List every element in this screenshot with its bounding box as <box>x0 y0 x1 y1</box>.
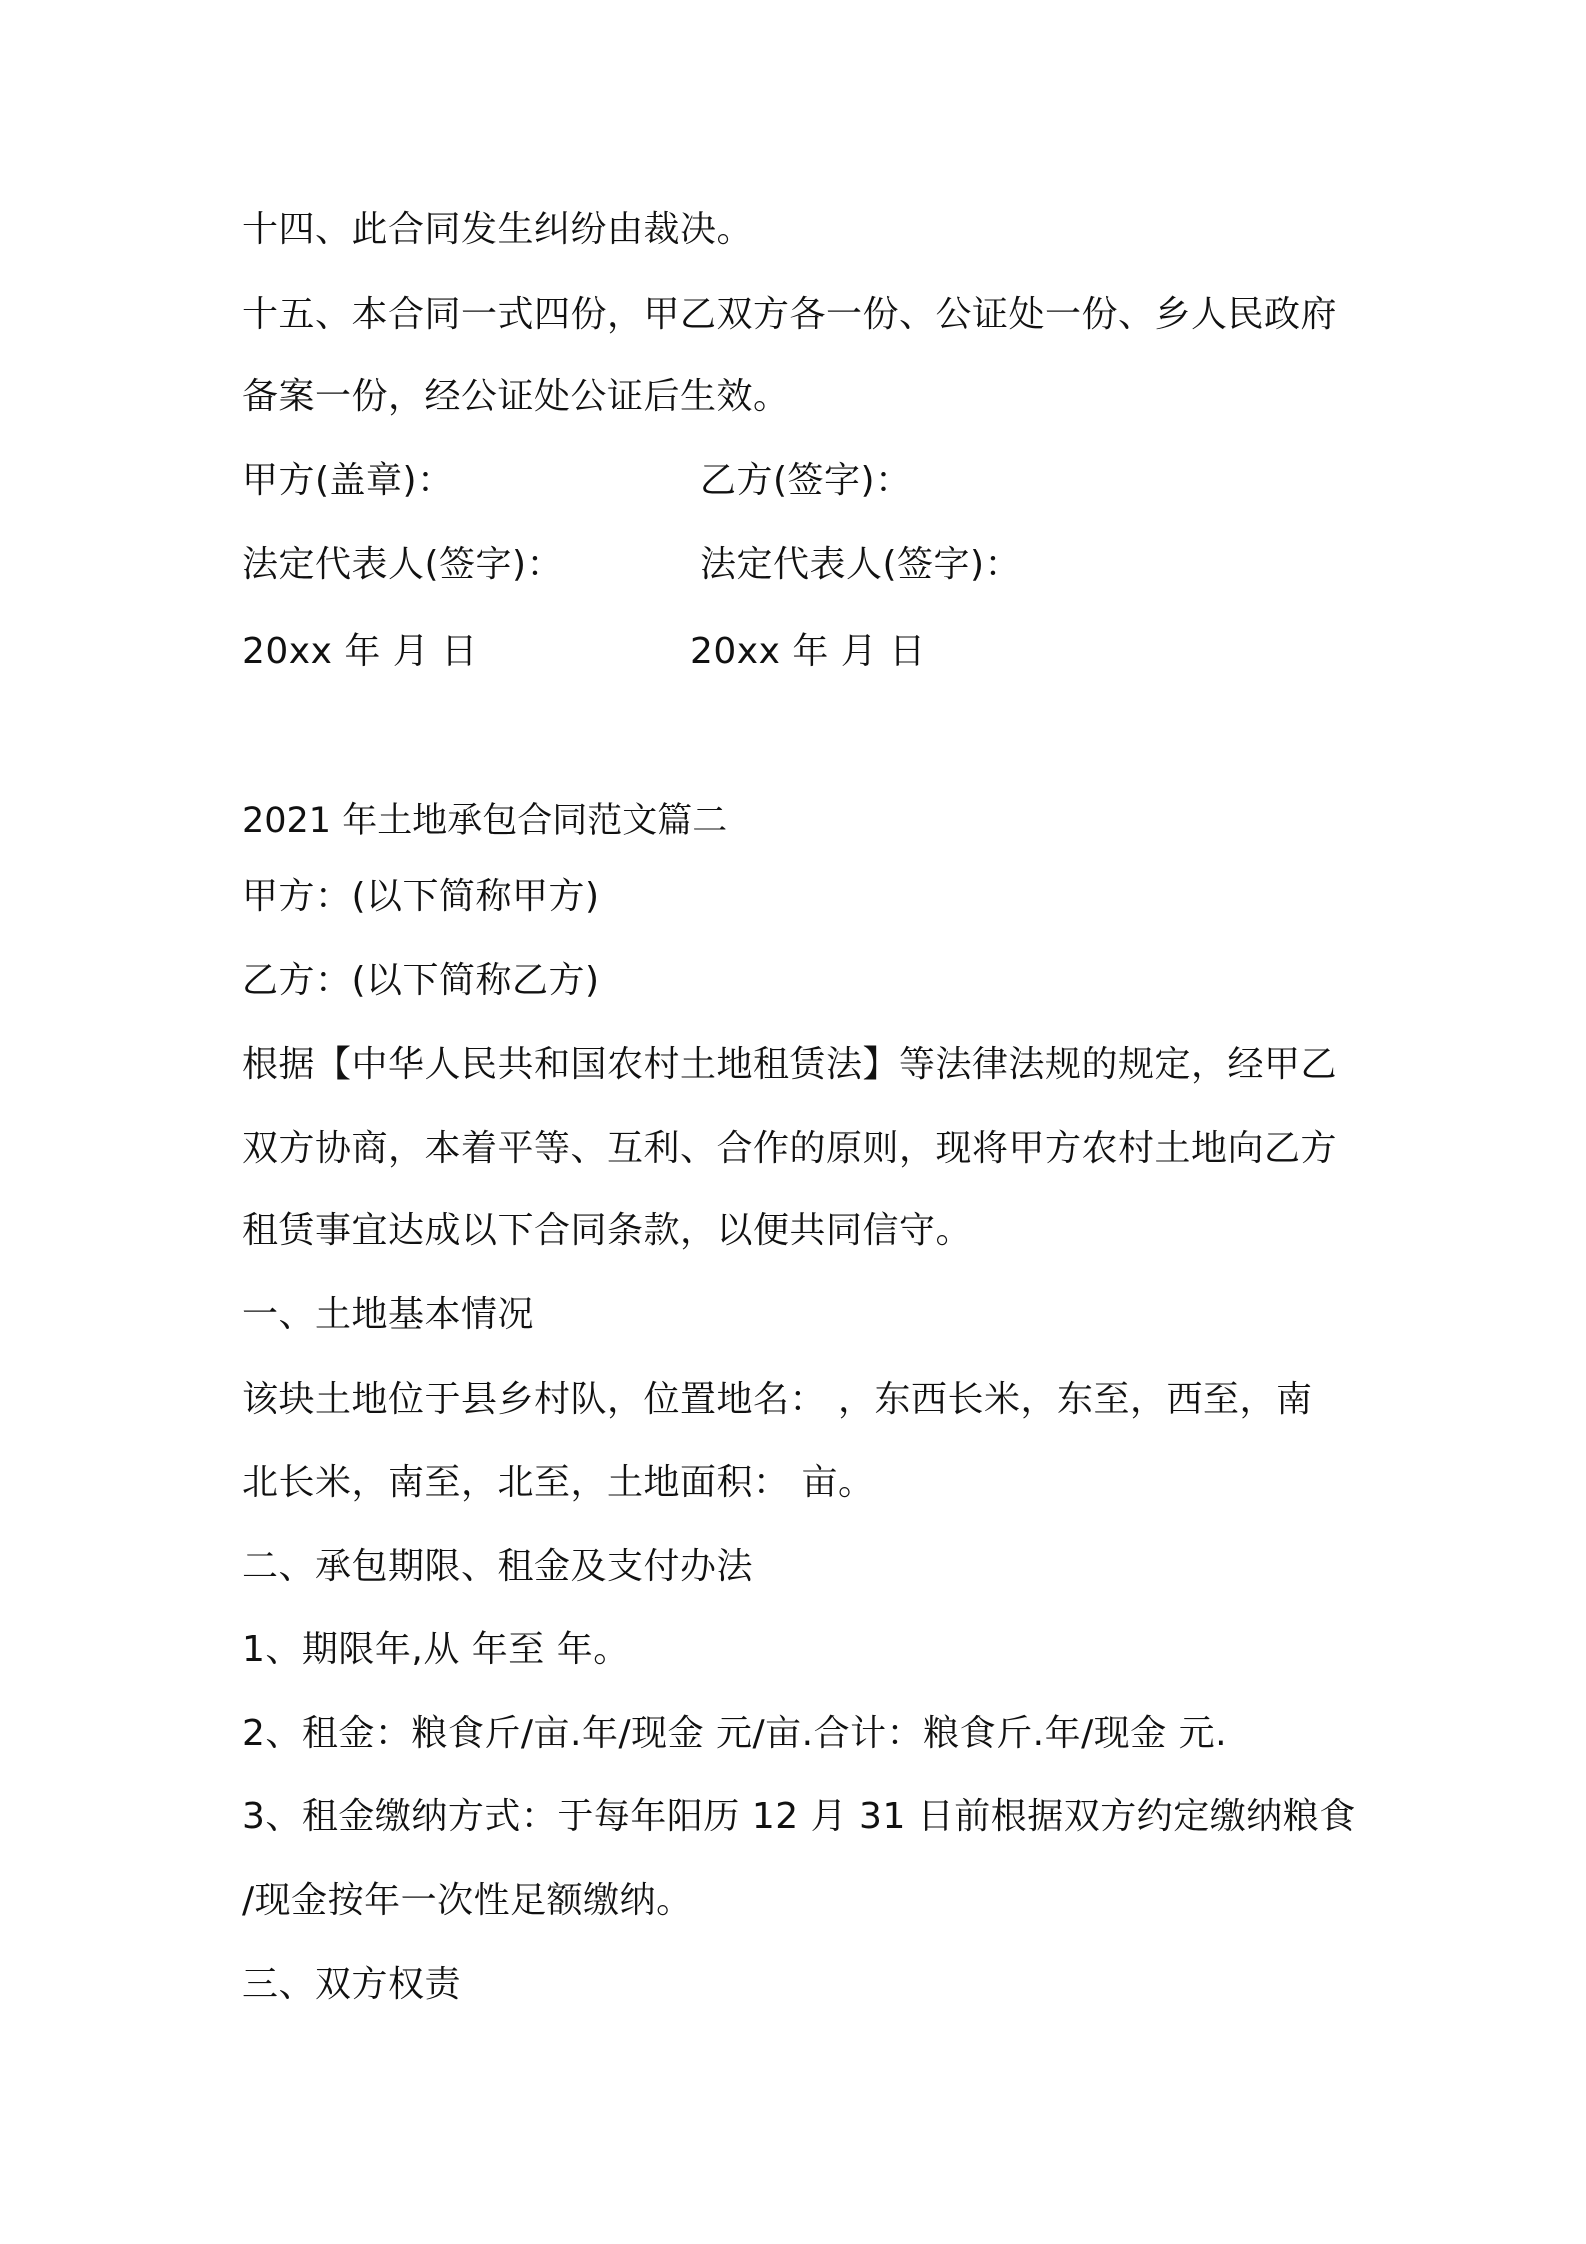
heading-term-rent: 二、承包期限、租金及支付办法 <box>242 1546 754 1587</box>
date-b: 20xx 年 月 日 <box>690 631 926 672</box>
clause-15-line-1: 十五、本合同一式四份，甲乙双方各一份、公证处一份、乡人民政府 <box>242 294 1338 335</box>
clause-15-line-2: 备案一份，经公证处公证后生效。 <box>242 376 790 417</box>
party-a-line: 甲方：(以下简称甲方) <box>242 876 600 917</box>
party-b-line: 乙方：(以下简称乙方) <box>242 960 600 1001</box>
intro-line-1: 根据【中华人民共和国农村土地租赁法】等法律法规的规定，经甲乙 <box>242 1044 1338 1085</box>
legal-rep-a-label: 法定代表人(签字)： <box>242 544 564 585</box>
legal-rep-b-label: 法定代表人(签字)： <box>700 544 1022 585</box>
land-line-2: 北长米，南至，北至，土地面积： 亩。 <box>242 1462 875 1503</box>
intro-line-2: 双方协商，本着平等、互利、合作的原则，现将甲方农村土地向乙方 <box>242 1128 1338 1169</box>
intro-line-3: 租赁事宜达成以下合同条款，以便共同信守。 <box>242 1210 973 1251</box>
payment-line-2: /现金按年一次性足额缴纳。 <box>242 1880 693 1921</box>
rent-line: 2、租金：粮食斤/亩.年/现金 元/亩.合计：粮食斤.年/现金 元. <box>242 1713 1228 1754</box>
clause-14: 十四、此合同发生纠纷由裁决。 <box>242 209 754 250</box>
term-line: 1、期限年,从 年至 年。 <box>242 1629 630 1670</box>
party-a-seal-label: 甲方(盖章)： <box>242 460 454 501</box>
date-a: 20xx 年 月 日 <box>242 631 478 672</box>
section-2-title: 2021 年土地承包合同范文篇二 <box>242 801 728 841</box>
land-line-1: 该块土地位于县乡村队，位置地名： ，东西长米，东至，西至，南 <box>242 1379 1313 1420</box>
payment-line-1: 3、租金缴纳方式：于每年阳历 12 月 31 日前根据双方约定缴纳粮食 <box>242 1796 1356 1837</box>
heading-rights-duties: 三、双方权责 <box>242 1964 462 2005</box>
party-b-sign-label: 乙方(签字)： <box>700 460 912 501</box>
heading-land-basics: 一、土地基本情况 <box>242 1294 535 1335</box>
